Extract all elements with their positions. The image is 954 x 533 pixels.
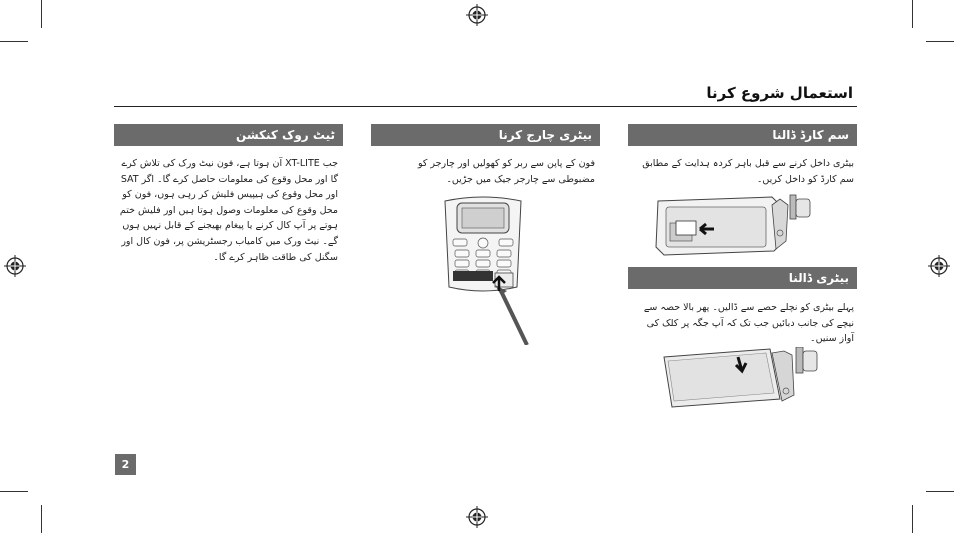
title-divider: [114, 106, 857, 107]
section-heading-charging: بیٹری چارج کرنا: [371, 124, 600, 146]
charging-text: فون کے پاپن سے ربر کو کھولیں اور چارجر کو مضبوطی سے چارجر جیک میں جڑیں۔: [417, 158, 595, 185]
charging-illustration: [435, 195, 531, 345]
crop-mark: [0, 41, 28, 42]
registration-mark-icon: [466, 4, 488, 26]
sim-card-text: بیٹری داخل کرنے سے قبل باہر کردہ ہدایت کے مطابق سم کارڈ کو داخل کریں۔: [642, 158, 854, 185]
crop-mark: [0, 491, 28, 492]
page-title: استعمال شروع کرنا: [706, 84, 853, 102]
crop-mark: [926, 491, 954, 492]
section-heading-network: ٹیٹ روک کنکشن: [114, 124, 343, 146]
registration-mark-icon: [4, 255, 26, 277]
crop-mark: [912, 0, 913, 28]
crop-mark: [926, 41, 954, 42]
registration-mark-icon: [466, 506, 488, 528]
crop-mark: [41, 0, 42, 28]
registration-mark-icon: [928, 255, 950, 277]
battery-illustration: [660, 347, 822, 411]
section-heading-battery: بیٹری ڈالنا: [628, 267, 857, 289]
section-heading-sim-card: سم کارڈ ڈالنا: [628, 124, 857, 146]
page-number: 2: [115, 454, 136, 475]
sim-card-illustration: [652, 193, 814, 259]
crop-mark: [41, 505, 42, 533]
network-text: جب XT-LITE آن ہوتا ہے، فون نیٹ ورک کی تلاش کرے گا اور محل وقوع کی معلومات حاصل کرے گا۔ اگر SAT اور محل وقوع کی ہیپیس فلیش کر رہی ہوں، فون کو محل وقوع کی معلومات وصول ہوتا ہیں اور فلیش ختم ہوتے پر آپ کال کرنے یا پیغام بھیجنے کے قابل نہیں ہوں گے۔ نیٹ ورک میں کامیاب رجسٹریشن پر، فون کال اور سگنل کی طاقت ظاہر کرے گا۔: [119, 158, 338, 263]
crop-mark: [912, 505, 913, 533]
battery-text: پہلے بیٹری کو نچلے حصے سے ڈالیں۔ پھر بالا حصہ سے نیچے کی جانب دبائیں جب تک کہ آپ جگہ پر کلک کی آواز سنیں۔: [643, 302, 854, 345]
